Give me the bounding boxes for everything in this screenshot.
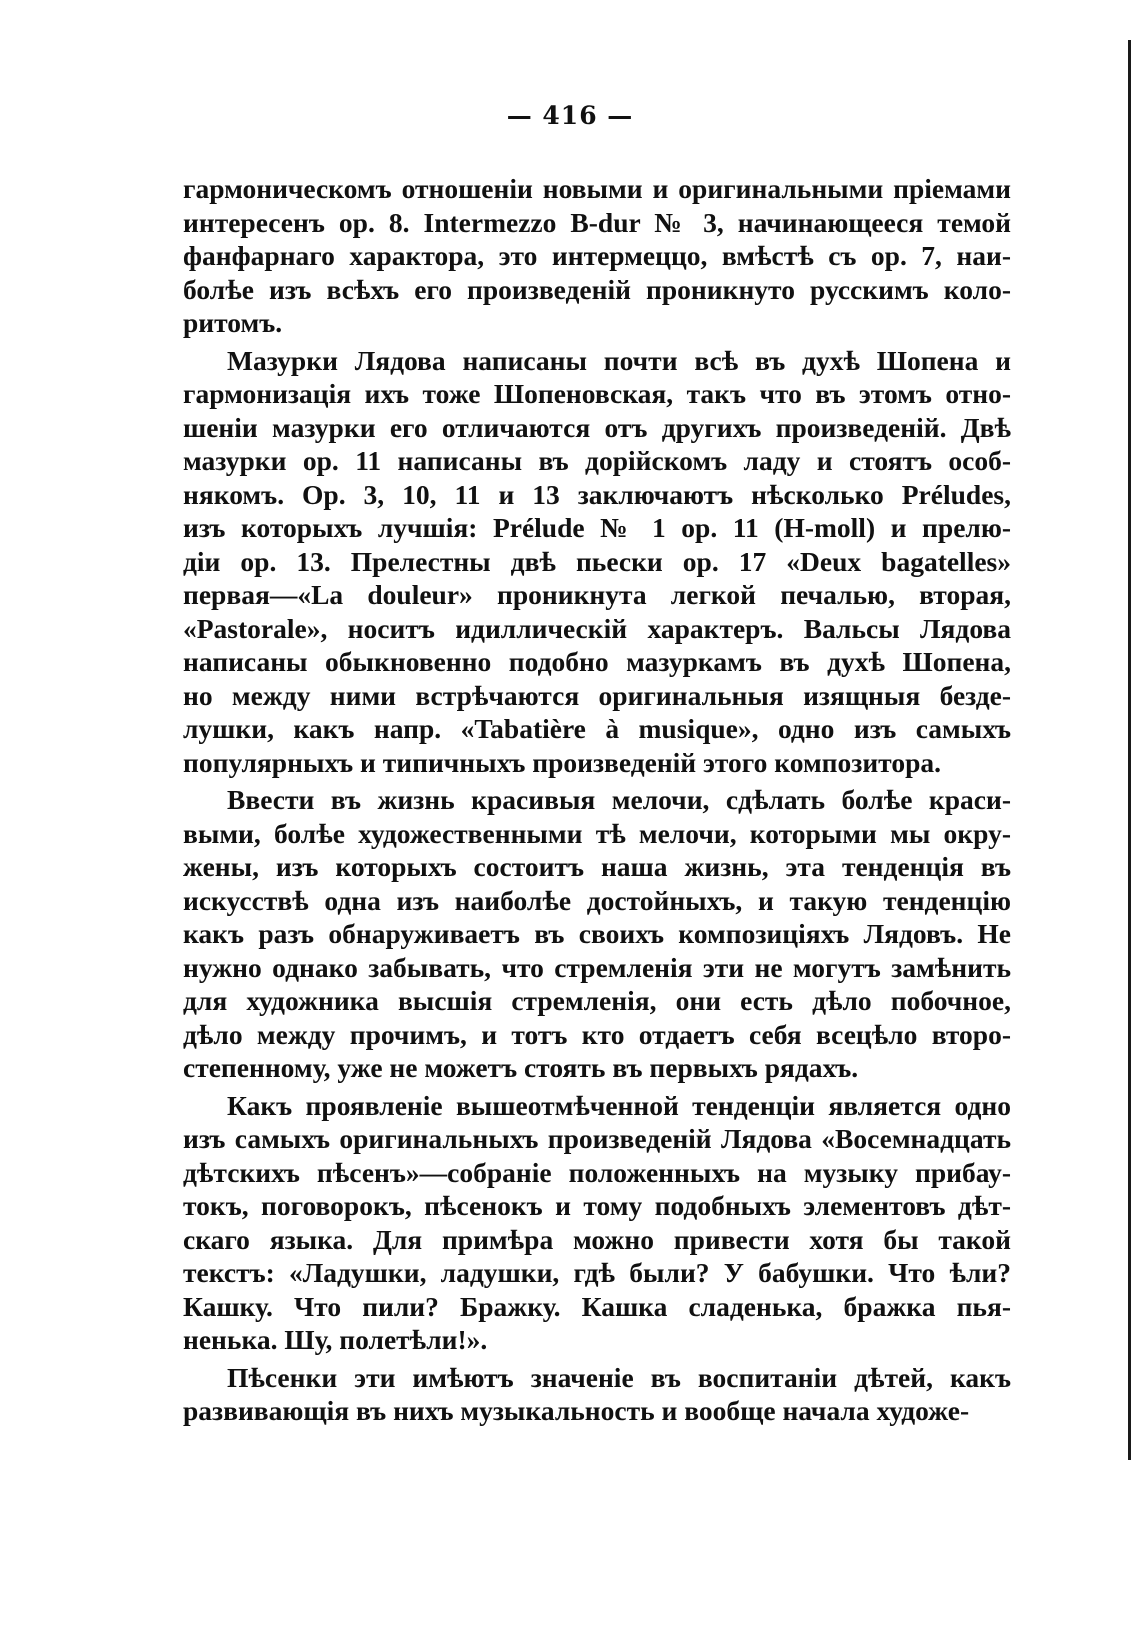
text-line: искусствѣ одна изъ наиболѣе достойныхъ, и такую тенденцію [183, 884, 1011, 916]
paragraph [183, 1361, 1011, 1428]
text-line: изъ самыхъ оригинальныхъ произведеній Лядова «Восемнадцать [183, 1123, 1011, 1154]
text-line: «Pastorale», носитъ идиллическій характеръ. Вальсы Лядова [183, 612, 1011, 644]
text-line: интересенъ ор. 8. Intermezzo B-dur № 3, начинающееся темой [183, 206, 1011, 238]
paragraph [183, 172, 1011, 340]
text-line: ритомъ. [183, 307, 283, 338]
text-line: написаны обыкновенно подобно мазуркамъ въ духѣ Шопена, [183, 646, 1011, 677]
text-line: Пѣсенки эти имѣютъ значеніе въ воспитаніи дѣтей, какъ [227, 1361, 1011, 1393]
text-line: фанфарнаго характора, это интермеццо, вмѣстѣ съ ор. 7, наи- [183, 240, 1011, 271]
text-line: жены, изъ которыхъ состоитъ наша жизнь, эта тенденція въ [183, 851, 1011, 882]
text-line: токъ, поговорокъ, пѣсенокъ и тому подобныхъ элементовъ дѣт- [183, 1190, 1011, 1221]
text-line: выми, болѣе художественными тѣ мелочи, которыми мы окру- [183, 817, 1011, 849]
text-line: болѣе изъ всѣхъ его произведеній проникнуто русскимъ коло- [183, 273, 1011, 305]
text-line: Мазурки Лядова написаны почти всѣ въ духѣ Шопена и [227, 344, 1011, 376]
text-line: гармоническомъ отношеніи новыми и оригинальными пріемами [183, 173, 1011, 204]
text-line: какъ разъ обнаруживаетъ въ своихъ композиціяхъ Лядовъ. Не [183, 918, 1011, 949]
paragraph [183, 344, 1011, 780]
text-line: шеніи мазурки его отличаются отъ другихъ произведеній. Двѣ [183, 411, 1011, 443]
text-line: развивающія въ нихъ музыкальность и вообще начала художе- [183, 1395, 970, 1426]
text-line: дѣтскихъ пѣсенъ»—собраніе положенныхъ на музыку прибау- [183, 1156, 1011, 1188]
text-line: текстъ: «Ладушки, ладушки, гдѣ были? У бабушки. Что ѣли? [183, 1257, 1011, 1288]
text-line: нужно однако забывать, что стремленія эти не могутъ замѣнить [183, 951, 1011, 983]
body-text [183, 172, 1011, 1428]
text-line: ненька. Шу, полетѣли!». [183, 1324, 488, 1355]
text-line: но между ними встрѣчаются оригинальныя изящныя безде- [183, 679, 1011, 711]
text-line: степенному, уже не можетъ стоять въ первыхъ рядахъ. [183, 1052, 859, 1083]
text-line: діи ор. 13. Прелестны двѣ пьески ор. 17 «Deux bagatelles» [183, 545, 1011, 577]
text-line: гармонизація ихъ тоже Шопеновская, такъ что въ этомъ отно- [183, 378, 1011, 409]
text-line: лушки, какъ напр. «Tabatière à musique», одно изъ самыхъ [183, 713, 1011, 744]
text-line: первая—«La douleur» проникнута легкой печалью, вторая, [183, 579, 1011, 610]
text-line: Какъ проявленіе вышеотмѣченной тенденціи является одно [227, 1089, 1011, 1121]
text-line: скаго языка. Для примѣра можно привести хотя бы такой [183, 1223, 1011, 1255]
text-line: мазурки ор. 11 написаны въ дорійскомъ ладу и стоятъ особ- [183, 445, 1011, 476]
text-line: изъ которыхъ лучшія: Prélude № 1 ор. 11 (H-moll) и прелю- [183, 512, 1011, 543]
text-line: някомъ. Ор. 3, 10, 11 и 13 заключаютъ нѣсколько Préludes, [183, 478, 1011, 510]
text-line: для художника высшія стремленія, они есть дѣло побочное, [183, 985, 1011, 1016]
page-edge-line [1128, 40, 1131, 1460]
text-line: популярныхъ и типичныхъ произведеній этого композитора. [183, 746, 941, 778]
text-line: Ввести въ жизнь красивыя мелочи, сдѣлать болѣе краси- [227, 784, 1011, 815]
page-number: — 416 — [506, 101, 634, 130]
paragraph [183, 783, 1011, 1085]
text-line: Кашку. Что пили? Бражку. Кашка сладенька, бражка пья- [183, 1290, 1011, 1322]
text-line: дѣло между прочимъ, и тотъ кто отдаетъ себя всецѣло второ- [183, 1018, 1011, 1050]
paragraph [183, 1089, 1011, 1357]
